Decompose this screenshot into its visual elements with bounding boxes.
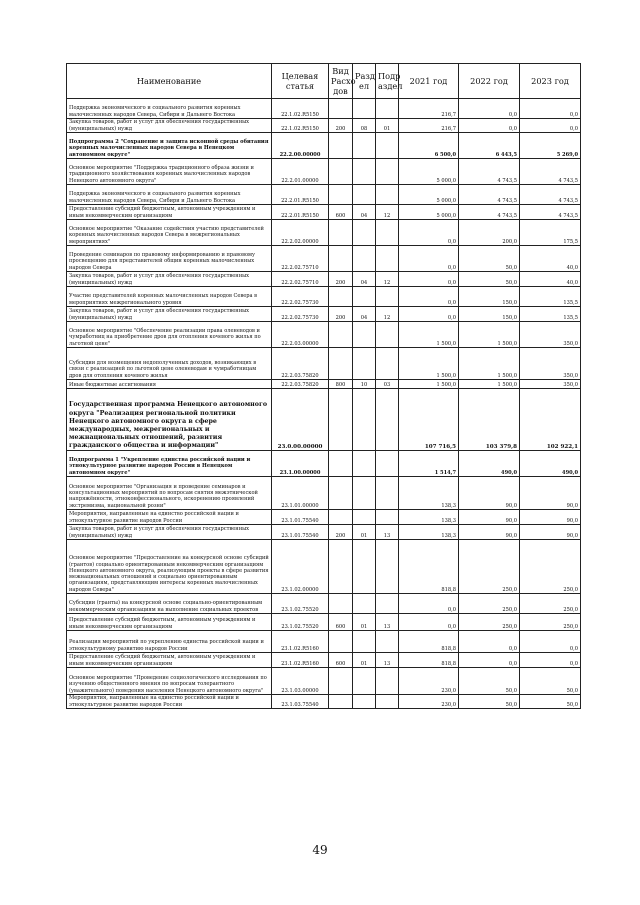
row-type: 600 [329,205,353,220]
header-2023: 2023 год [520,64,581,99]
row-type [329,220,353,246]
row-section [353,594,376,614]
row-2023: 4 743,5 [520,205,581,220]
row-2023: 0,0 [520,119,581,133]
row-subsection [376,510,399,525]
row-2023: 4 743,5 [520,159,581,185]
row-subsection [376,594,399,614]
row-2021: 6 500,0 [399,133,459,159]
row-name: Предоставление субсидий бюджетным, автономным учреждениям и иным некоммерческим организациям [67,614,272,631]
row-code: 22.2.03.00000 [272,322,329,348]
row-name: Основное мероприятие "Организация и проведение семинаров и консультационных мероприятий по вопросам снятия межэтнической напряжённости, этноконфессионального, искоренению проявлений экстремизма, национальной розни" [67,477,272,510]
row-2023: 250,0 [520,594,581,614]
row-type [329,159,353,185]
row-2023: 0,0 [520,631,581,653]
table-row [67,272,581,287]
row-name: Иные бюджетные ассигнования [67,380,272,389]
row-type: 800 [329,380,353,389]
row-subsection: 12 [376,205,399,220]
row-2022: 4 743,5 [459,205,520,220]
row-2021: 5 000,0 [399,185,459,205]
row-name: Реализация мероприятий по укреплению единства российской нации и этнокультурному развитию народов России [67,631,272,653]
row-2023: 40,0 [520,272,581,287]
row-name: Субсидии для возмещения недополученных доходов, возникающих в связи с реализацией по льготной цене оленеводам и чумработницам дров для отопления кочевого жилья [67,348,272,380]
row-section [353,287,376,307]
row-name: Субсидии (гранты) на конкурсной основе социально-ориентированным некоммерческим организациям на выполнение социальных проектов [67,594,272,614]
row-2023: 0,0 [520,99,581,119]
row-name: Закупка товаров, работ и услуг для обеспечения государственных (муниципальных) нужд [67,119,272,133]
row-2021: 818,8 [399,631,459,653]
row-name: Основное мероприятие "Предоставление на конкурсной основе субсидий (грантов) социально ориентированным некоммерческим организациям Ненецкого автономного округа, реализующим проекты в сфере развития межнациональных отношений и социально ориентированным организациям, представляющим интересы коренных малочисленных народов Севера" [67,540,272,594]
row-2021: 230,0 [399,668,459,695]
table-row [67,99,581,119]
table-row [67,380,581,389]
row-code: 23.1.03.00000 [272,668,329,695]
row-subsection [376,99,399,119]
row-2023: 135,5 [520,307,581,322]
row-2021: 5 000,0 [399,205,459,220]
row-section [353,133,376,159]
row-type [329,99,353,119]
row-2022: 50,0 [459,272,520,287]
row-2021: 0,0 [399,614,459,631]
table-row [67,653,581,668]
row-2023: 0,0 [520,653,581,668]
row-name: Поддержка экономического и социального развития коренных малочисленных народов Севера, Сибири и Дальнего Востока [67,99,272,119]
row-subsection [376,668,399,695]
row-code: 23.1.02.R5160 [272,653,329,668]
row-subsection: 01 [376,119,399,133]
row-section [353,185,376,205]
row-2022: 4 743,5 [459,159,520,185]
row-section: 01 [353,614,376,631]
header-type: Вид Расхо дов [329,64,353,99]
row-subsection [376,287,399,307]
row-code: 22.2.02.75730 [272,287,329,307]
row-2023: 350,0 [520,322,581,348]
table-row [67,540,581,594]
table-row [67,451,581,477]
row-code: 23.1.03.75540 [272,695,329,709]
table-row [67,287,581,307]
table-row [67,525,581,540]
row-2022: 150,0 [459,287,520,307]
row-type: 200 [329,119,353,133]
row-code: 22.2.01.R5150 [272,185,329,205]
row-2023: 5 269,0 [520,133,581,159]
row-name: Основное мероприятие "Поддержка традиционного образа жизни и традиционного хозяйствования коренных малочисленных народов Ненецкого автономного округа" [67,159,272,185]
row-type [329,631,353,653]
row-2023: 90,0 [520,477,581,510]
row-2021: 0,0 [399,220,459,246]
row-subsection [376,348,399,380]
row-2021: 818,8 [399,653,459,668]
row-2021: 0,0 [399,307,459,322]
row-2022: 50,0 [459,695,520,709]
row-name: Государственная программа Ненецкого автономного округа "Реализация региональной политики Ненецкого автономного округа в сфере международных, межрегиональных и межнациональных отношений, развития гражданского общества и информации" [67,389,272,451]
row-name: Предоставление субсидий бюджетным, автономным учреждениям и иным некоммерческим организациям [67,205,272,220]
table-row [67,614,581,631]
row-section [353,322,376,348]
table-row [67,307,581,322]
row-code: 22.2.02.75710 [272,246,329,272]
row-2023: 50,0 [520,695,581,709]
row-2021: 1 514,7 [399,451,459,477]
row-2022: 1 500,0 [459,322,520,348]
row-subsection [376,451,399,477]
row-2023: 350,0 [520,380,581,389]
table-row [67,695,581,709]
row-section [353,348,376,380]
row-type: 200 [329,307,353,322]
header-name: Наименование [67,64,272,99]
row-type: 200 [329,525,353,540]
row-2021: 0,0 [399,246,459,272]
row-2023: 350,0 [520,348,581,380]
row-subsection [376,133,399,159]
row-2021: 818,8 [399,540,459,594]
row-type [329,510,353,525]
row-subsection: 12 [376,272,399,287]
row-section: 04 [353,205,376,220]
row-subsection: 13 [376,614,399,631]
row-subsection [376,631,399,653]
row-2023: 135,5 [520,287,581,307]
table-row [67,119,581,133]
row-name: Закупка товаров, работ и услуг для обеспечения государственных (муниципальных) нужд [67,307,272,322]
row-code: 23.1.00.00000 [272,451,329,477]
row-2023: 40,0 [520,246,581,272]
row-name: Поддержка экономического и социального развития коренных малочисленных народов Севера, Сибири и Дальнего Востока [67,185,272,205]
row-type: 200 [329,272,353,287]
table-row [67,246,581,272]
row-code: 22.2.02.75710 [272,272,329,287]
row-type [329,348,353,380]
row-code: 22.1.02.R5150 [272,119,329,133]
row-2022: 103 379,8 [459,389,520,451]
row-code: 23.1.01.75540 [272,525,329,540]
table-row [67,510,581,525]
table-row [67,631,581,653]
table-row [67,668,581,695]
table-row [67,322,581,348]
row-2023: 50,0 [520,668,581,695]
row-section [353,99,376,119]
row-2022: 1 500,0 [459,380,520,389]
row-type [329,287,353,307]
row-2021: 5 000,0 [399,159,459,185]
row-code: 23.1.01.75540 [272,510,329,525]
row-2022: 0,0 [459,653,520,668]
row-2022: 200,0 [459,220,520,246]
row-name: Проведение семинаров по правовому информированию и правовому просвещению для представителей общин коренных малочисленных народов Севера [67,246,272,272]
row-section [353,695,376,709]
row-subsection [376,389,399,451]
header-subsection: Подр аздел [376,64,399,99]
table-row [67,133,581,159]
table-row [67,159,581,185]
row-type [329,322,353,348]
row-2022: 490,0 [459,451,520,477]
table-row [67,205,581,220]
header-2022: 2022 год [459,64,520,99]
row-type [329,185,353,205]
row-type [329,477,353,510]
row-subsection [376,159,399,185]
row-2022: 250,0 [459,540,520,594]
row-code: 23.1.02.75520 [272,594,329,614]
row-2022: 250,0 [459,614,520,631]
row-2021: 1 500,0 [399,322,459,348]
page-number: 49 [312,843,328,857]
row-code: 22.2.02.75730 [272,307,329,322]
table-row [67,389,581,451]
table-row [67,185,581,205]
row-code: 22.2.03.75820 [272,348,329,380]
row-name: Закупка товаров, работ и услуг для обеспечения государственных (муниципальных) нужд [67,525,272,540]
row-section: 08 [353,119,376,133]
row-2022: 90,0 [459,525,520,540]
table-header [67,64,581,99]
row-section: 01 [353,653,376,668]
row-2022: 0,0 [459,119,520,133]
row-2021: 216,7 [399,119,459,133]
row-2021: 1 500,0 [399,348,459,380]
row-section [353,159,376,185]
row-name: Основное мероприятие "Обеспечение реализации права оленеводов и чумработниц на приобретение дров для отопления кочевого жилья по льготной цене" [67,322,272,348]
row-code: 23.1.02.00000 [272,540,329,594]
row-2021: 138,3 [399,477,459,510]
table-row [67,594,581,614]
row-2023: 102 922,1 [520,389,581,451]
header-section: Разд ел [353,64,376,99]
row-type [329,389,353,451]
row-type: 600 [329,614,353,631]
row-name: Основное мероприятие "Оказание содействия участию представителей коренных малочисленных народов Севера в межрегиональных мероприятиях" [67,220,272,246]
row-2023: 250,0 [520,540,581,594]
row-section: 04 [353,272,376,287]
row-subsection [376,246,399,272]
row-subsection [376,220,399,246]
row-2022: 1 500,0 [459,348,520,380]
row-type [329,246,353,272]
row-subsection [376,322,399,348]
row-section: 04 [353,307,376,322]
row-section: 10 [353,380,376,389]
row-2022: 50,0 [459,246,520,272]
row-type [329,451,353,477]
row-2022: 4 743,5 [459,185,520,205]
row-name: Подпрограмма 1 "Укрепление единства российской нации и этнокультурное развитие народов России в Ненецком автономном округе" [67,451,272,477]
row-2021: 216,7 [399,99,459,119]
row-code: 23.1.01.00000 [272,477,329,510]
row-code: 22.1.02.R5150 [272,99,329,119]
row-2022: 250,0 [459,594,520,614]
row-subsection: 13 [376,525,399,540]
row-section [353,540,376,594]
row-2023: 90,0 [520,525,581,540]
row-code: 23.0.00.00000 [272,389,329,451]
budget-table [66,63,581,709]
row-2021: 230,0 [399,695,459,709]
row-2022: 90,0 [459,477,520,510]
row-code: 22.2.02.00000 [272,220,329,246]
row-subsection [376,540,399,594]
row-code: 22.2.03.75820 [272,380,329,389]
row-2023: 250,0 [520,614,581,631]
row-code: 23.1.02.75520 [272,614,329,631]
row-2022: 50,0 [459,668,520,695]
table-row [67,348,581,380]
row-2022: 6 443,5 [459,133,520,159]
row-2022: 0,0 [459,631,520,653]
row-section [353,389,376,451]
row-code: 22.2.01.00000 [272,159,329,185]
row-type: 600 [329,653,353,668]
row-code: 22.2.01.R5150 [272,205,329,220]
row-section [353,668,376,695]
row-2023: 490,0 [520,451,581,477]
row-type [329,133,353,159]
row-section [353,451,376,477]
row-type [329,594,353,614]
table-row [67,220,581,246]
row-type [329,695,353,709]
row-subsection [376,477,399,510]
row-section [353,631,376,653]
header-2021: 2021 год [399,64,459,99]
row-name: Основное мероприятие "Проведение социологического исследования по изучению общественного мнения по вопросам толерантного (уважительного) поведения населения Ненецкого автономного округа" [67,668,272,695]
row-code: 22.2.00.00000 [272,133,329,159]
row-2021: 0,0 [399,287,459,307]
row-name: Предоставление субсидий бюджетным, автономным учреждениям и иным некоммерческим организациям [67,653,272,668]
row-2021: 138,3 [399,510,459,525]
row-type [329,668,353,695]
row-2022: 150,0 [459,307,520,322]
table-row [67,477,581,510]
row-2021: 107 716,5 [399,389,459,451]
row-type [329,540,353,594]
row-section [353,246,376,272]
row-subsection: 03 [376,380,399,389]
row-section [353,477,376,510]
row-subsection: 12 [376,307,399,322]
row-section: 01 [353,525,376,540]
row-name: Закупка товаров, работ и услуг для обеспечения государственных (муниципальных) нужд [67,272,272,287]
row-section [353,510,376,525]
row-2023: 4 743,5 [520,185,581,205]
header-code: Целевая статья [272,64,329,99]
row-code: 23.1.02.R5160 [272,631,329,653]
row-subsection [376,185,399,205]
row-2022: 90,0 [459,510,520,525]
row-subsection [376,695,399,709]
row-2021: 0,0 [399,272,459,287]
row-name: Мероприятия, направленные на единство российской нации и этнокультурное развитие народов России [67,695,272,709]
row-2023: 90,0 [520,510,581,525]
row-name: Мероприятия, направленные на единство российской нации и этнокультурное развитие народов России [67,510,272,525]
row-name: Подпрограмма 2 "Сохранение и защита исконной среды обитания коренных малочисленных народов Севера в Ненецком автономном округе" [67,133,272,159]
row-2021: 138,3 [399,525,459,540]
row-section [353,220,376,246]
row-2021: 1 500,0 [399,380,459,389]
row-name: Участие представителей коренных малочисленных народов Севера в мероприятиях межрегионального уровня [67,287,272,307]
row-2022: 0,0 [459,99,520,119]
row-2023: 175,5 [520,220,581,246]
row-2021: 0,0 [399,594,459,614]
row-subsection: 13 [376,653,399,668]
